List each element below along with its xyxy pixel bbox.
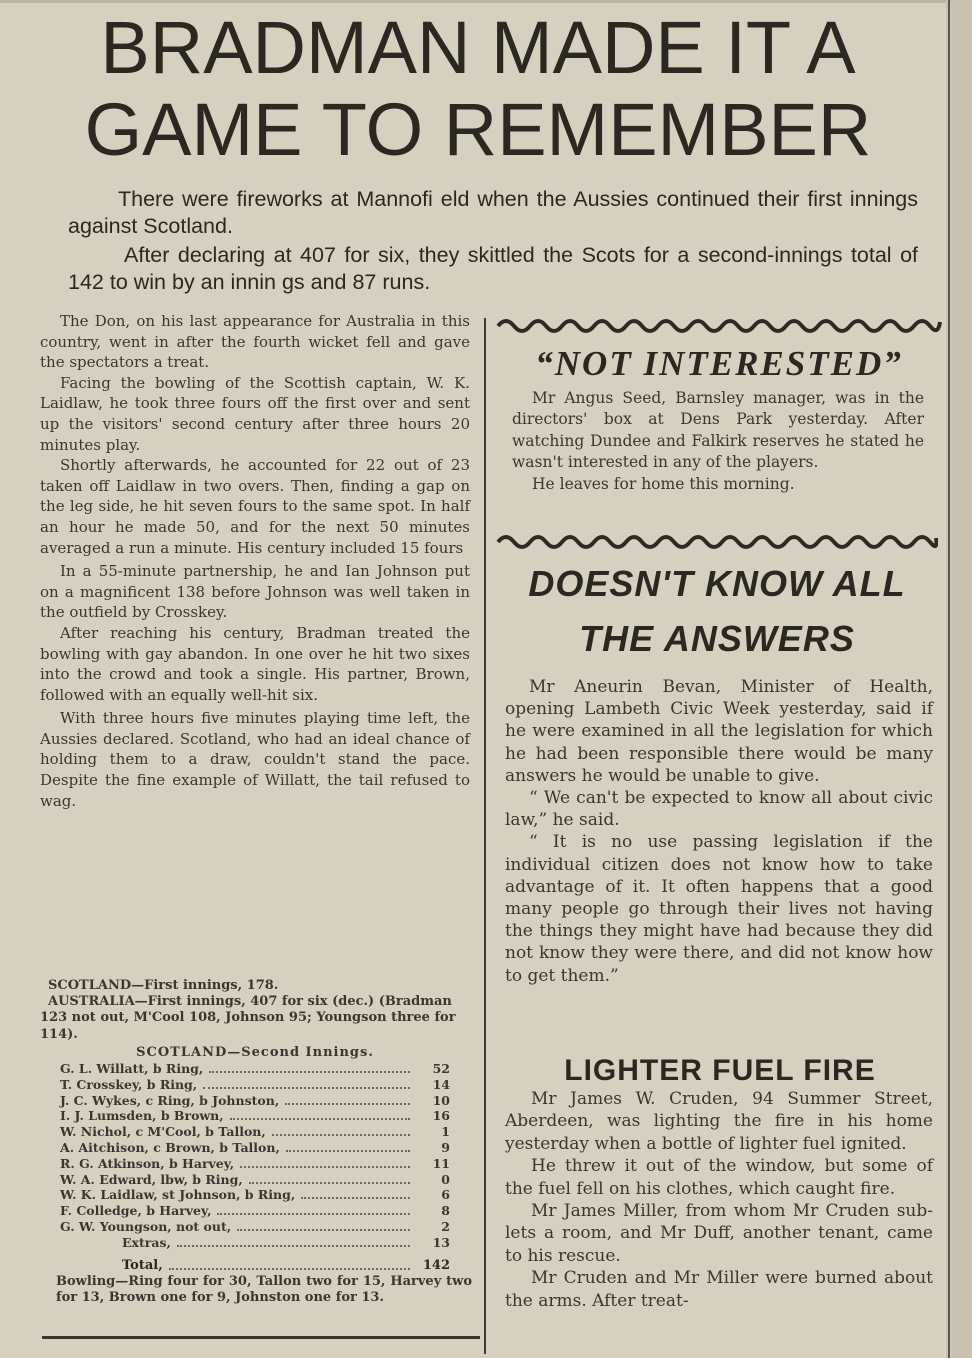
batsman-runs: 52: [432, 1061, 450, 1076]
story-paragraph: In a 55-minute partnership, he and Ian Johnson put on a magnificent 138 before Johnson was well taken in the outfield by Crosskey.: [40, 562, 470, 622]
batsman-name: W. Nichol, c M'Cool, b Tallon,: [60, 1124, 266, 1140]
batsman-runs: 13: [432, 1234, 450, 1250]
batsman-runs: 9: [441, 1139, 450, 1155]
batsman-runs: 10: [432, 1092, 450, 1108]
batsman-name: Extras,: [122, 1234, 171, 1250]
story-paragraph: He leaves for home this morning.: [532, 474, 795, 493]
batting-row: [60, 1235, 450, 1251]
answers-story: [505, 676, 933, 987]
batsman-runs: 1: [441, 1124, 450, 1140]
batsman-runs: 6: [441, 1187, 450, 1203]
batting-row: [60, 1077, 450, 1093]
leader-dots: [230, 1118, 410, 1120]
headline-line-2: GAME TO REMEMBER: [84, 88, 872, 171]
story-paragraph: Facing the bowling of the Scottish captain, W. K. Laidlaw, he took three fours off the first over and sent up the visitors' second century after three hours 20 minutes play.: [40, 373, 470, 454]
story-paragraph: Mr James W. Cruden, 94 Summer Street, Aberdeen, was lighting the fire in his home yesterday when a bottle of lighter fuel ignited.: [505, 1089, 933, 1154]
scotland-first-innings: SCOTLAND—First innings, 178.: [48, 978, 279, 993]
batsman-name: T. Crosskey, b Ring,: [60, 1076, 198, 1092]
story-paragraph: The Don, on his last appearance for Australia in this country, went in after the fourth wicket fell and gave the spectators a treat.: [40, 312, 470, 372]
leader-dots: [272, 1134, 410, 1136]
fuel-fire-story: [505, 1088, 933, 1312]
batsman-name: A. Aitchison, c Brown, b Tallon,: [60, 1139, 280, 1155]
bowling-figures: Bowling—Ring four for 30, Tallon two for 15, Harvey two for 13, Brown one for 9, Johnston one for 13.: [56, 1274, 472, 1305]
batting-row: [60, 1124, 450, 1140]
story-paragraph: After reaching his century, Bradman treated the bowling with gay abandon. In one over he hit two sixes into the crowd and took a single. His partner, Brown, followed with an equally well-hit six.: [40, 623, 470, 704]
batsman-runs: 16: [432, 1108, 450, 1124]
batsman-name: J. C. Wykes, c Ring, b Johnston,: [60, 1092, 280, 1108]
leader-dots: [249, 1182, 410, 1184]
story-paragraph: With three hours five minutes playing time left, the Aussies declared. Scotland, who had an ideal chance of holding them to a draw, couldn't stand the pace. Despite the fine example of Willatt, the tail refused to wag.: [40, 709, 470, 810]
batsman-name: G. W. Youngson, not out,: [60, 1218, 232, 1234]
batsman-runs: 11: [432, 1155, 450, 1171]
column-divider: [484, 318, 486, 1354]
leader-dots: [286, 1150, 410, 1152]
batting-row: [60, 1219, 450, 1235]
leader-dots: [240, 1166, 410, 1168]
story-paragraph: He threw it out of the window, but some of the fuel fell on his clothes, which caught fire.: [505, 1156, 933, 1199]
batsman-name: G. L. Willatt, b Ring,: [60, 1061, 204, 1076]
batting-row: [60, 1140, 450, 1156]
batsman-name: I. J. Lumsden, b Brown,: [60, 1108, 224, 1124]
page-top-edge: [0, 0, 946, 3]
leader-dots: [301, 1197, 410, 1199]
scores-summary: [40, 978, 470, 1062]
batting-row: [60, 1172, 450, 1188]
leader-dots: [217, 1213, 410, 1215]
story-paragraph: Mr James Miller, from whom Mr Cruden sub-lets a room, and Mr Duff, another tenant, came to his rescue.: [505, 1201, 933, 1266]
total-runs: 142: [422, 1258, 450, 1273]
batsman-runs: 8: [441, 1203, 450, 1219]
story-paragraph: Mr Aneurin Bevan, Minister of Health, opening Lambeth Civic Week yesterday, said if he were examined in all the legislation for which he had been responsible there would be many answers he would be unable to give.: [505, 677, 933, 786]
batting-row: [60, 1187, 450, 1203]
batting-row: [60, 1203, 450, 1219]
batting-row: [60, 1156, 450, 1172]
total-leader-dots: [169, 1258, 410, 1270]
story-paragraph: Shortly afterwards, he accounted for 22 out of 23 taken off Laidlaw in two overs. Then, finding a gap on the leg side, he hit seven fours to the same spot. In half an hour he made 50, and for the next 50 minutes averaged a run a minute. His century included 15 fours: [40, 456, 470, 557]
standfirst-1: There were fireworks at Mannofi eld when the Aussies continued their first innings against Scotland.: [68, 187, 918, 238]
batsman-runs: 2: [441, 1218, 450, 1234]
not-interested-heading: “NOT INTERESTED”: [535, 344, 903, 383]
answers-heading-line-1: DOESN'T KNOW ALL: [528, 563, 906, 604]
leader-dots: [203, 1087, 410, 1089]
leader-dots: [237, 1229, 410, 1231]
batsman-runs: 14: [432, 1076, 450, 1092]
batting-row: [60, 1061, 450, 1077]
story-paragraph: Mr Cruden and Mr Miller were burned about the arms. After treat-: [505, 1268, 933, 1311]
batsman-name: R. G. Atkinson, b Harvey,: [60, 1155, 235, 1171]
total-row: [60, 1258, 450, 1273]
page-right-border: [948, 0, 950, 1358]
headline-line-1: BRADMAN MADE IT A: [100, 6, 856, 89]
fuel-fire-heading: LIGHTER FUEL FIRE: [564, 1054, 876, 1087]
batting-scorecard: [60, 1061, 450, 1251]
wavy-rule-middle: [496, 530, 938, 552]
column-end-rule: [42, 1336, 480, 1339]
leader-dots: [285, 1103, 410, 1105]
story-paragraph: Mr Angus Seed, Barnsley manager, was in the directors' box at Dens Park yesterday. After watching Dundee and Falkirk reserves he stated he wasn't interested in any of the players.: [512, 389, 924, 472]
story-paragraph: “ It is no use passing legislation if the individual citizen does not know how to take advantage of it. It often happens that a good many people go through their lives not having the things they might have had because they did not know they were there, and did not know how to get them.”: [505, 832, 933, 986]
answers-heading-line-2: THE ANSWERS: [579, 618, 855, 659]
batsman-name: F. Colledge, b Harvey,: [60, 1203, 212, 1219]
second-innings-label: SCOTLAND—Second Innings.: [136, 1044, 374, 1060]
main-story-column: [40, 311, 470, 811]
wavy-rule-top: [496, 314, 942, 334]
standfirst-2: After declaring at 407 for six, they skittled the Scots for a second-innings total of 142 to win by an innin gs and 87 runs.: [68, 243, 918, 294]
batting-row: [60, 1108, 450, 1124]
leader-dots: [177, 1245, 410, 1247]
batsman-runs: 0: [441, 1171, 450, 1187]
leader-dots: [209, 1071, 410, 1073]
batsman-name: W. A. Edward, lbw, b Ring,: [60, 1171, 243, 1187]
batsman-name: W. K. Laidlaw, st Johnson, b Ring,: [60, 1187, 296, 1203]
batting-row: [60, 1093, 450, 1109]
not-interested-story: [512, 388, 924, 495]
story-paragraph: “ We can't be expected to know all about civic law,” he said.: [505, 788, 933, 831]
australia-first-innings: AUSTRALIA—First innings, 407 for six (dec.) (Bradman 123 not out, M'Cool 108, Johnson 95; Youngson three for 114).: [40, 994, 456, 1042]
total-label: Total,: [122, 1258, 163, 1273]
